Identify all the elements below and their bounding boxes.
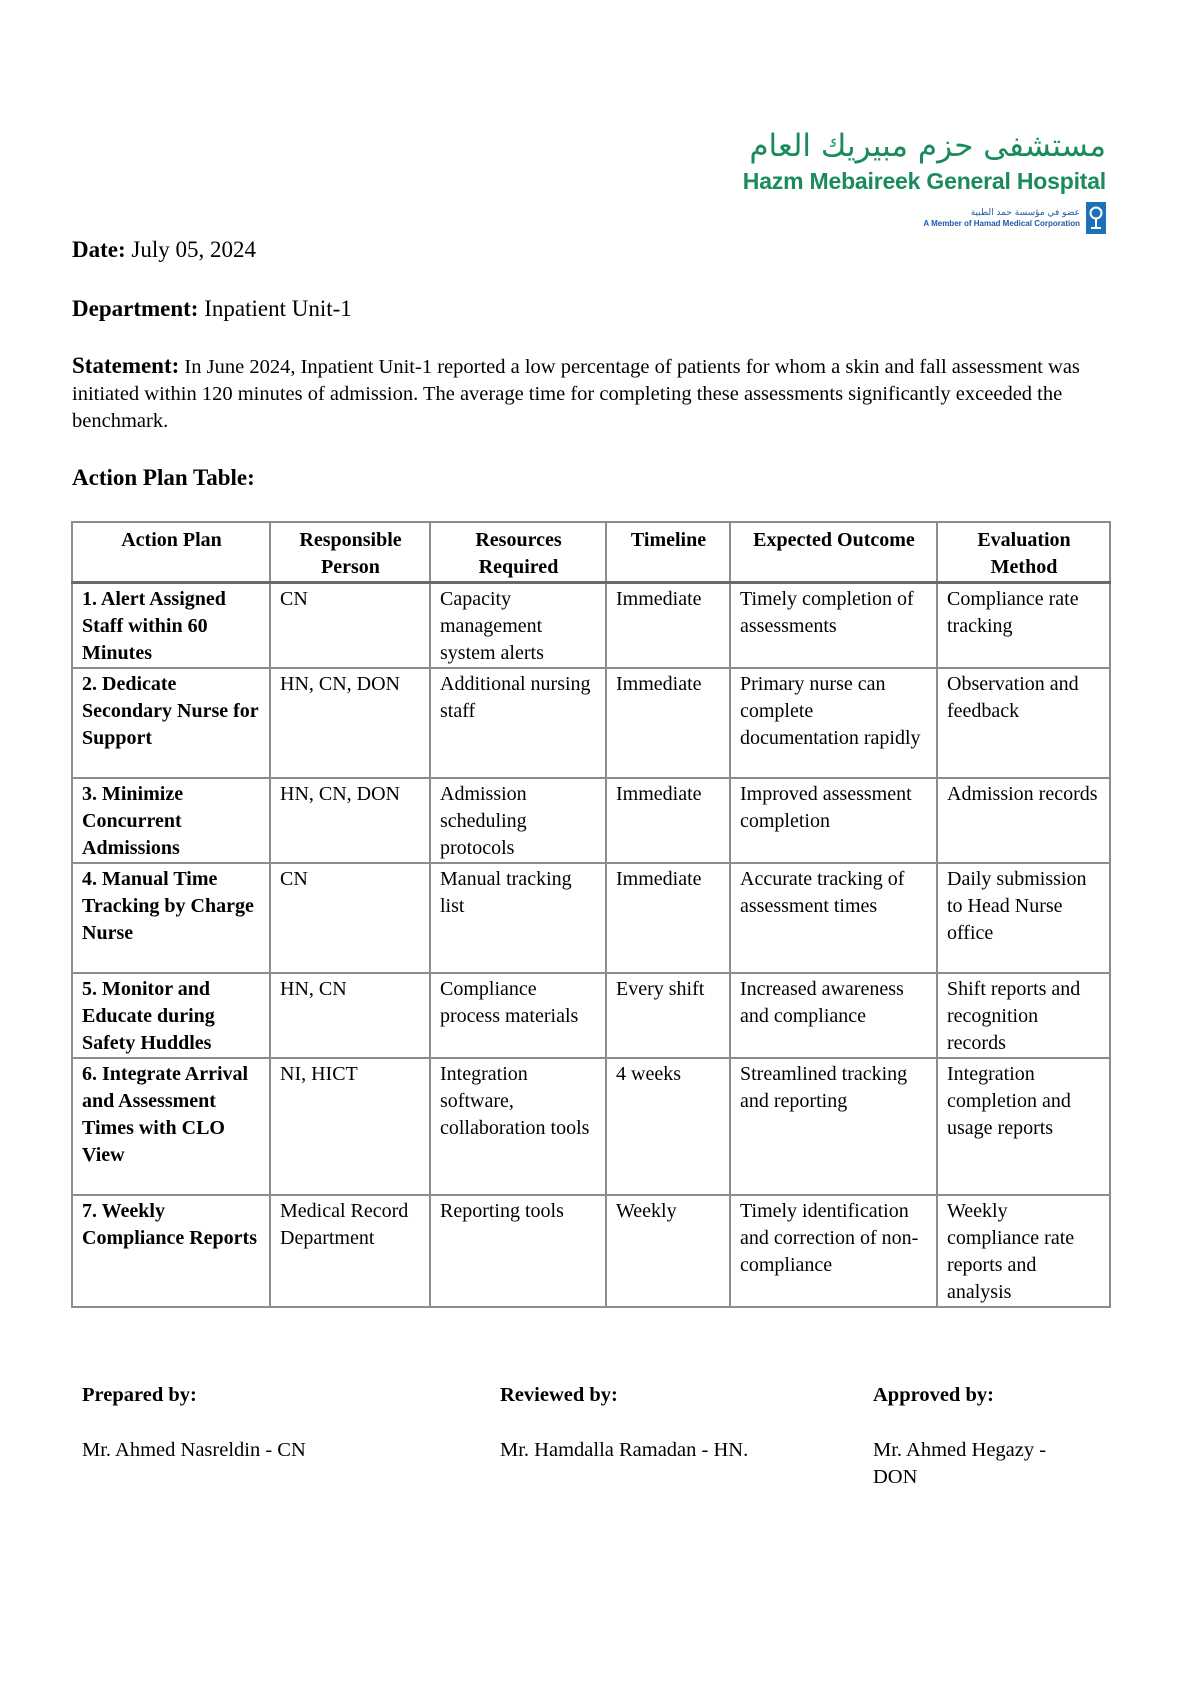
table-row — [72, 973, 1110, 1058]
action-cell: 1. Alert Assigned Staff within 60 Minutes — [72, 583, 270, 669]
timeline-cell: Immediate — [606, 863, 730, 973]
table-row — [72, 1058, 1110, 1195]
date-value: July 05, 2024 — [131, 237, 256, 262]
hospital-logo — [728, 128, 1106, 238]
column-header: Responsible Person — [270, 522, 430, 583]
action-cell: 3. Minimize Concurrent Admissions — [72, 778, 270, 863]
timeline-cell: Immediate — [606, 778, 730, 863]
reviewed-by-label: Reviewed by: — [500, 1384, 618, 1406]
table-row — [72, 583, 1110, 669]
statement-label: Statement: — [72, 353, 180, 378]
table-header-row — [72, 522, 1110, 583]
logo-member-text — [923, 208, 1080, 229]
evaluation-cell: Shift reports and recognition records — [937, 973, 1110, 1058]
date-line — [72, 236, 256, 264]
outcome-cell: Primary nurse can complete documentation rapidly — [730, 668, 937, 778]
resources-cell: Manual tracking list — [430, 863, 606, 973]
outcome-cell: Timely identification and correction of non-compliance — [730, 1195, 937, 1307]
outcome-cell: Improved assessment completion — [730, 778, 937, 863]
outcome-cell: Increased awareness and compliance — [730, 973, 937, 1058]
approved-by-block — [873, 1382, 1093, 1491]
logo-arabic-name: مستشفى حزم مبيريك العام — [749, 128, 1106, 164]
hmc-emblem-icon — [1086, 202, 1106, 234]
responsible-cell: CN — [270, 863, 430, 973]
table-row — [72, 778, 1110, 863]
reviewed-by-block — [500, 1382, 750, 1464]
timeline-cell: Weekly — [606, 1195, 730, 1307]
prepared-by-block — [82, 1382, 412, 1464]
table-row — [72, 863, 1110, 973]
statement-text: In June 2024, Inpatient Unit-1 reported a low percentage of patients for whom a skin and fall assessment was initiated within 120 minutes of admission. The average time for completing these assessments significantly exceeded the benchmark. — [72, 356, 1080, 432]
responsible-cell: HN, CN, DON — [270, 668, 430, 778]
column-header: Resources Required — [430, 522, 606, 583]
outcome-cell: Streamlined tracking and reporting — [730, 1058, 937, 1195]
statement-paragraph — [72, 352, 1112, 435]
evaluation-cell: Observation and feedback — [937, 668, 1110, 778]
evaluation-cell: Compliance rate tracking — [937, 583, 1110, 669]
column-header: Timeline — [606, 522, 730, 583]
evaluation-cell: Admission records — [937, 778, 1110, 863]
timeline-cell: Immediate — [606, 668, 730, 778]
resources-cell: Capacity management system alerts — [430, 583, 606, 669]
table-row — [72, 1195, 1110, 1307]
column-header: Action Plan — [72, 522, 270, 583]
action-cell: 2. Dedicate Secondary Nurse for Support — [72, 668, 270, 778]
action-cell: 5. Monitor and Educate during Safety Huddles — [72, 973, 270, 1058]
responsible-cell: CN — [270, 583, 430, 669]
evaluation-cell: Integration completion and usage reports — [937, 1058, 1110, 1195]
date-label: Date: — [72, 237, 126, 262]
timeline-cell: 4 weeks — [606, 1058, 730, 1195]
resources-cell: Compliance process materials — [430, 973, 606, 1058]
approved-by-name: Mr. Ahmed Hegazy - DON — [873, 1439, 1047, 1488]
logo-member-row — [728, 202, 1106, 234]
action-plan-table — [71, 521, 1111, 1308]
column-header: Expected Outcome — [730, 522, 937, 583]
responsible-cell: NI, HICT — [270, 1058, 430, 1195]
action-cell: 4. Manual Time Tracking by Charge Nurse — [72, 863, 270, 973]
approved-by-label: Approved by: — [873, 1384, 994, 1406]
department-label: Department: — [72, 296, 199, 321]
resources-cell: Additional nursing staff — [430, 668, 606, 778]
department-line — [72, 295, 352, 323]
prepared-by-name: Mr. Ahmed Nasreldin - CN — [82, 1439, 306, 1461]
logo-english-name: Hazm Mebaireek General Hospital — [742, 168, 1106, 194]
logo-member-english: A Member of Hamad Medical Corporation — [923, 218, 1080, 228]
action-cell: 7. Weekly Compliance Reports — [72, 1195, 270, 1307]
timeline-cell: Immediate — [606, 583, 730, 669]
evaluation-cell: Daily submission to Head Nurse office — [937, 863, 1110, 973]
resources-cell: Admission scheduling protocols — [430, 778, 606, 863]
table-title: Action Plan Table: — [72, 465, 255, 490]
prepared-by-label: Prepared by: — [82, 1384, 197, 1406]
evaluation-cell: Weekly compliance rate reports and analysis — [937, 1195, 1110, 1307]
responsible-cell: Medical Record Department — [270, 1195, 430, 1307]
responsible-cell: HN, CN — [270, 973, 430, 1058]
timeline-cell: Every shift — [606, 973, 730, 1058]
resources-cell: Reporting tools — [430, 1195, 606, 1307]
logo-member-arabic: عضو في مؤسسة حمد الطبية — [970, 207, 1080, 218]
outcome-cell: Accurate tracking of assessment times — [730, 863, 937, 973]
department-value: Inpatient Unit-1 — [204, 296, 352, 321]
action-cell: 6. Integrate Arrival and Assessment Times with CLO View — [72, 1058, 270, 1195]
column-header: Evaluation Method — [937, 522, 1110, 583]
outcome-cell: Timely completion of assessments — [730, 583, 937, 669]
table-row — [72, 668, 1110, 778]
resources-cell: Integration software, collaboration tools — [430, 1058, 606, 1195]
responsible-cell: HN, CN, DON — [270, 778, 430, 863]
reviewed-by-name: Mr. Hamdalla Ramadan - HN. — [500, 1439, 749, 1461]
